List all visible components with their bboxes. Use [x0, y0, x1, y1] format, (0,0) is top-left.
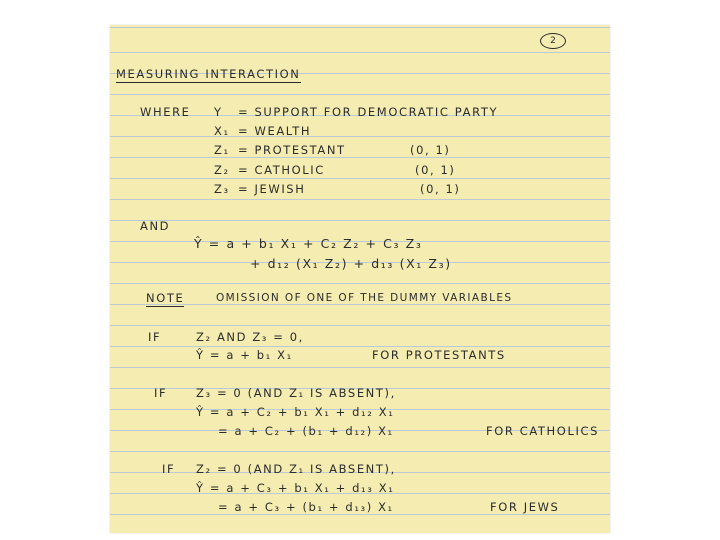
- case-tag: FOR JEWS: [490, 500, 560, 514]
- definition-rhs: = CATHOLIC: [238, 163, 325, 177]
- definition-lhs: Z₂: [214, 163, 230, 177]
- notepad-page: [110, 25, 610, 533]
- where-label: WHERE: [140, 105, 191, 119]
- case-tag: FOR CATHOLICS: [486, 424, 599, 438]
- and-label: AND: [140, 219, 171, 233]
- definition-lhs: X₁: [214, 124, 230, 138]
- coding-range: (0, 1): [410, 143, 451, 157]
- definition-lhs: Z₃: [214, 182, 230, 196]
- case-equation: = a + C₂ + (b₁ + d₁₂) X₁: [218, 424, 394, 438]
- if-label: IF: [148, 330, 162, 344]
- page-number: 2: [540, 33, 566, 49]
- case-condition: Z₂ = 0 (AND Z₁ IS ABSENT),: [196, 462, 396, 476]
- coding-range: (0, 1): [415, 163, 456, 177]
- definition-rhs: = SUPPORT FOR DEMOCRATIC PARTY: [238, 105, 499, 119]
- definition-rhs: = PROTESTANT: [238, 143, 346, 157]
- model-equation-line-1: Ŷ = a + b₁ X₁ + C₂ Z₂ + C₃ Z₃: [194, 236, 423, 251]
- definition-rhs: = WEALTH: [238, 124, 312, 138]
- case-equation: = a + C₃ + (b₁ + d₁₃) X₁: [218, 500, 394, 514]
- definition-lhs: Y: [214, 105, 223, 119]
- case-equation: Ŷ = a + b₁ X₁: [196, 348, 293, 362]
- if-label: IF: [154, 386, 168, 400]
- case-tag: FOR PROTESTANTS: [372, 348, 506, 362]
- if-label: IF: [162, 462, 176, 476]
- model-equation-line-2: + d₁₂ (X₁ Z₂) + d₁₃ (X₁ Z₃): [250, 256, 452, 271]
- case-equation: Ŷ = a + C₃ + b₁ X₁ + d₁₃ X₁: [196, 481, 395, 495]
- definition-rhs: = JEWISH: [238, 182, 306, 196]
- page-title: MEASURING INTERACTION: [116, 67, 301, 81]
- case-condition: Z₂ AND Z₃ = 0,: [196, 330, 304, 344]
- definition-lhs: Z₁: [214, 143, 230, 157]
- case-condition: Z₃ = 0 (AND Z₁ IS ABSENT),: [196, 386, 396, 400]
- coding-range: (0, 1): [420, 182, 461, 196]
- case-equation: Ŷ = a + C₂ + b₁ X₁ + d₁₂ X₁: [196, 405, 395, 419]
- note-text: OMISSION OF ONE OF THE DUMMY VARIABLES: [216, 292, 513, 304]
- note-label: NOTE: [146, 291, 185, 305]
